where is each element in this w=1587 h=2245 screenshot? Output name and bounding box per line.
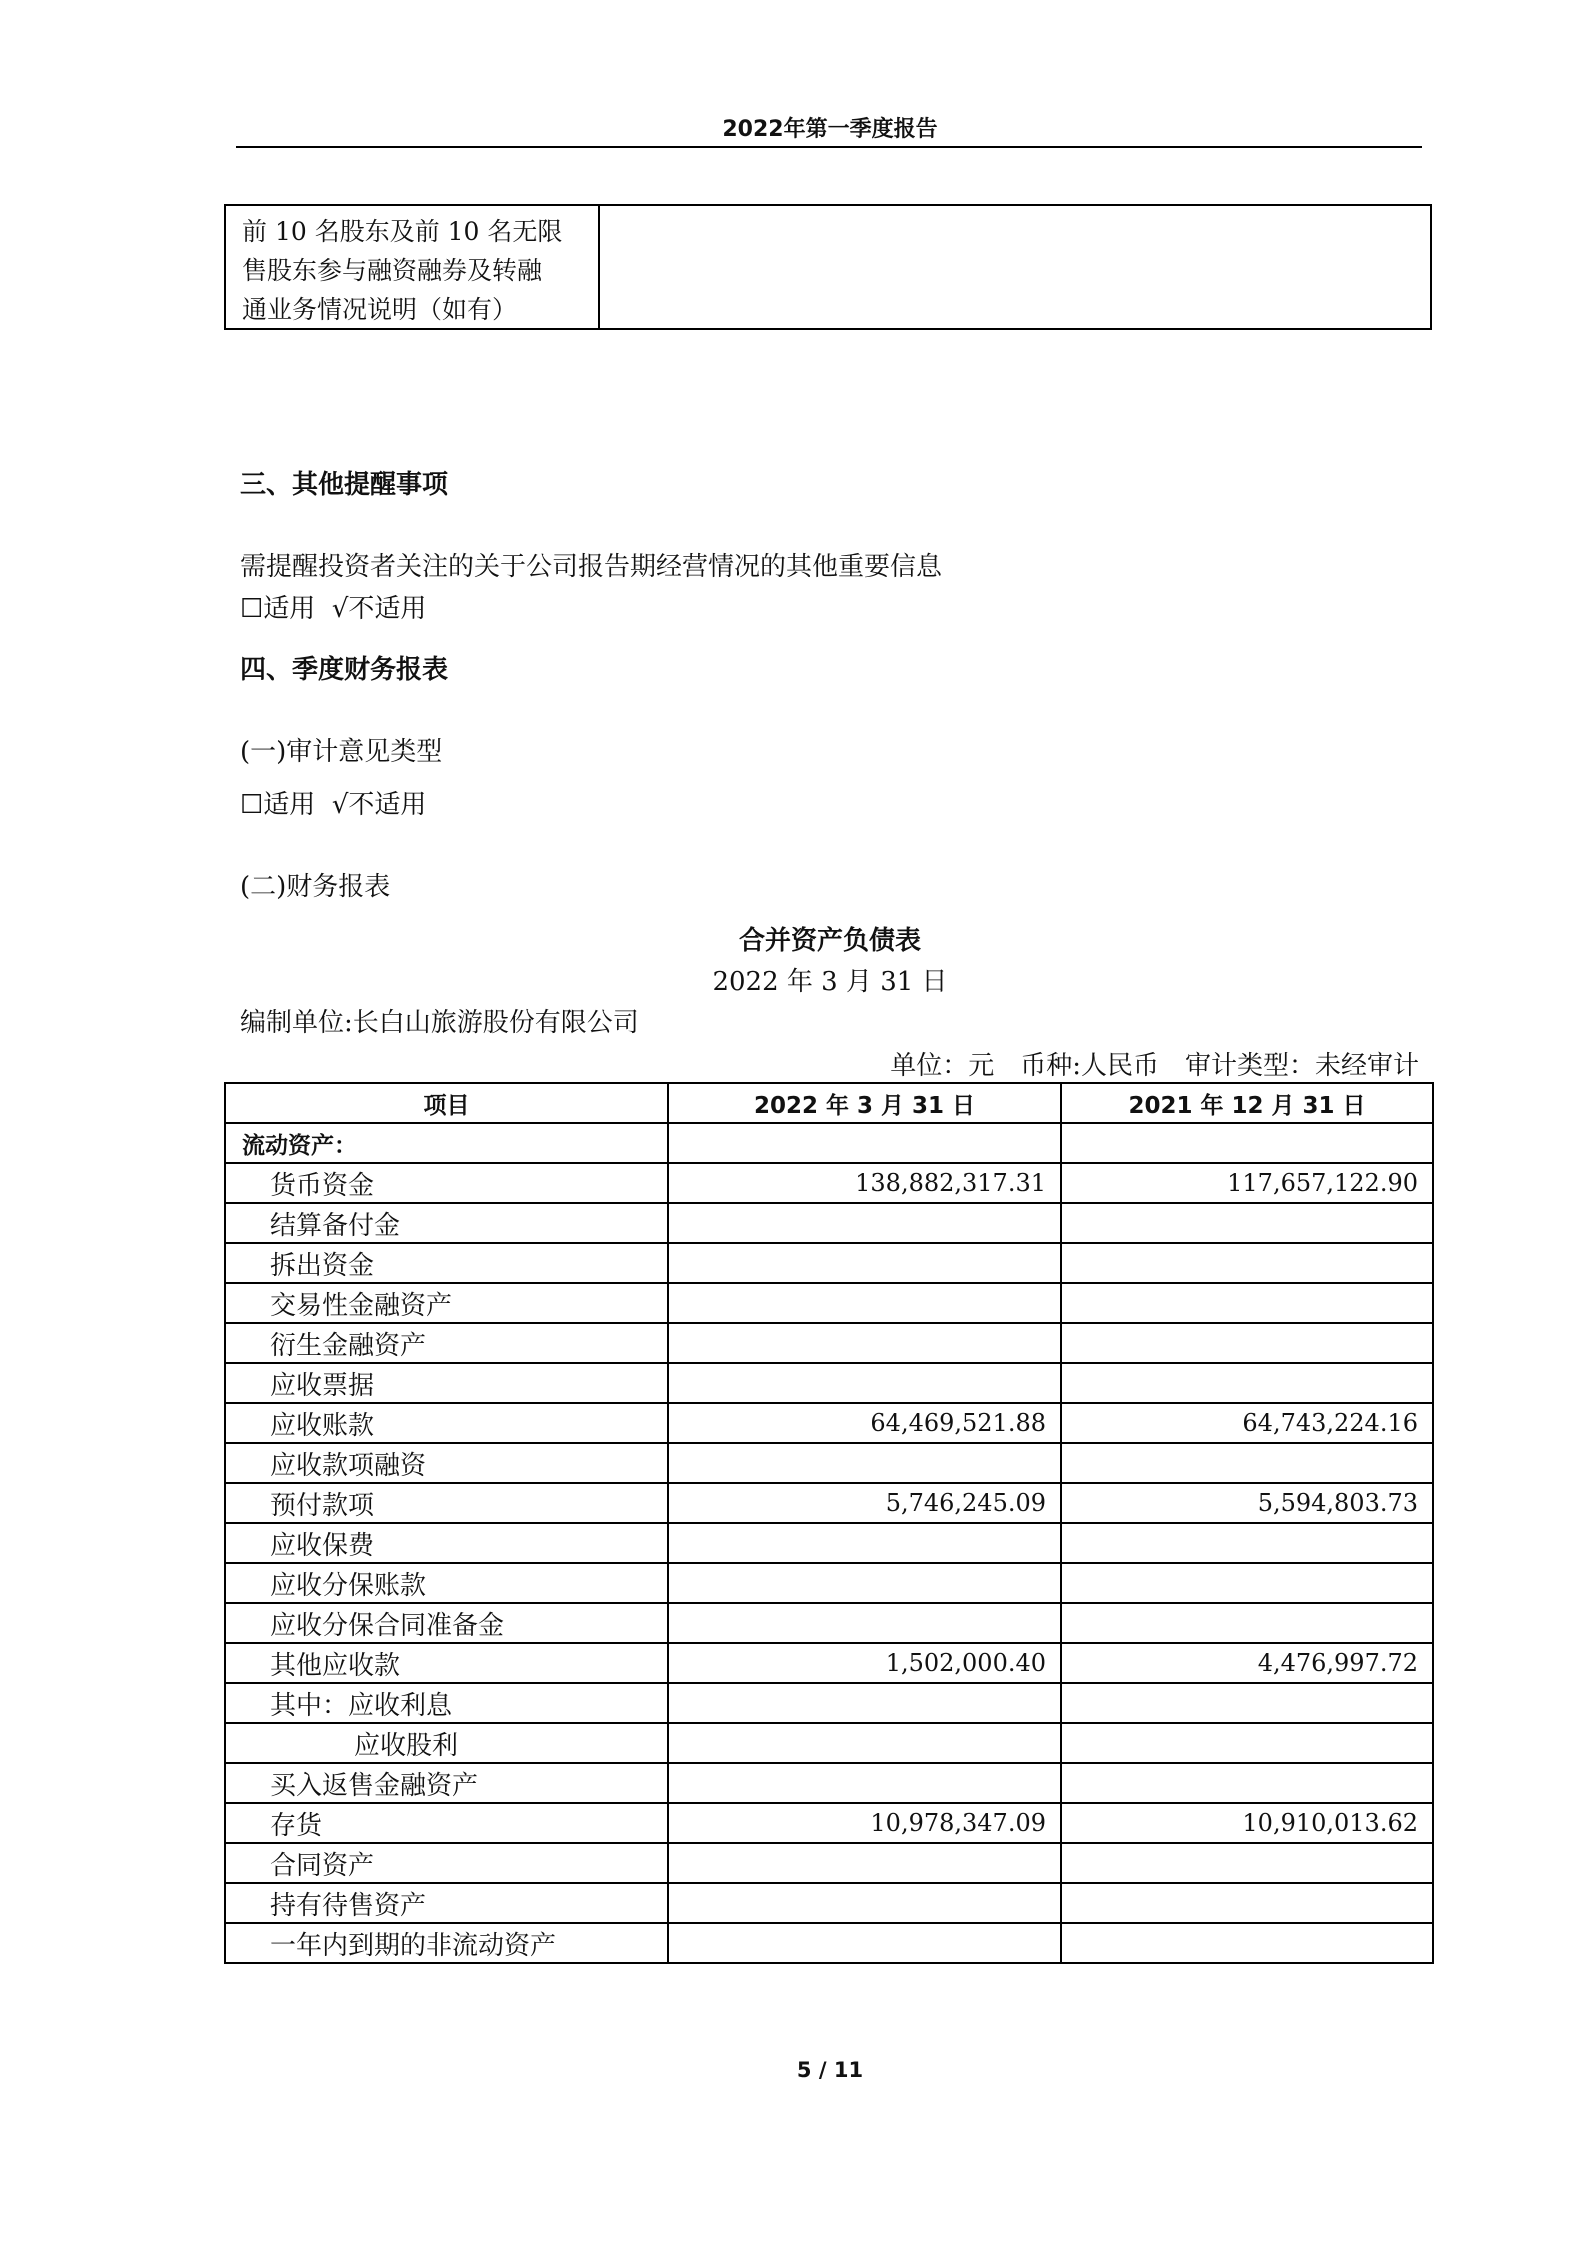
table-row: [225, 1483, 1433, 1523]
row-value-2021-12-31: [1061, 1323, 1433, 1363]
balance-sheet-date: 2022 年 3 月 31 日: [712, 967, 948, 997]
row-value-2022-03-31: [668, 1203, 1061, 1243]
row-value-2021-12-31: [1061, 1683, 1433, 1723]
row-value-2022-03-31: [668, 1723, 1061, 1763]
row-value-2022-03-31: [668, 1603, 1061, 1643]
row-label: 交易性金融资产: [225, 1283, 668, 1323]
row-label: 流动资产：: [225, 1123, 668, 1163]
audit-opinion-subheading: (一)审计意见类型: [240, 737, 443, 767]
row-value-2022-03-31: [668, 1123, 1061, 1163]
row-value-2022-03-31: [668, 1683, 1061, 1723]
audit-type-label: 审计类型：未经审计: [1184, 1051, 1419, 1081]
section-3-text: 需提醒投资者关注的关于公司报告期经营情况的其他重要信息: [240, 552, 943, 582]
balance-sheet-unit-line: [890, 1045, 1419, 1082]
label-line-3: 通业务情况说明（如有）: [242, 295, 518, 324]
row-label: 存货: [225, 1803, 668, 1843]
row-value-2021-12-31: [1061, 1283, 1433, 1323]
table-row: [225, 1683, 1433, 1723]
row-label: 应收股利: [225, 1723, 668, 1763]
audit-opinion-choice: ☐适用 √不适用: [240, 790, 427, 820]
row-value-2022-03-31: 10,978,347.09: [668, 1803, 1061, 1843]
balance-sheet-table: [224, 1082, 1434, 1964]
header-rule: [236, 146, 1422, 148]
row-value-2022-03-31: [668, 1923, 1061, 1963]
row-value-2021-12-31: 64,743,224.16: [1061, 1403, 1433, 1443]
row-value-2022-03-31: [668, 1323, 1061, 1363]
row-label: 应收分保合同准备金: [225, 1603, 668, 1643]
table-row: [225, 1643, 1433, 1683]
row-label: 一年内到期的非流动资产: [225, 1923, 668, 1963]
section-3-heading: 三、其他提醒事项: [240, 470, 449, 500]
row-label: 其中：应收利息: [225, 1683, 668, 1723]
table-header-row: [225, 1083, 1433, 1123]
row-label: 预付款项: [225, 1483, 668, 1523]
row-value-2021-12-31: [1061, 1723, 1433, 1763]
row-value-2022-03-31: 5,746,245.09: [668, 1483, 1061, 1523]
page-number: 5 / 11: [796, 2058, 864, 2082]
table-row: [225, 1363, 1433, 1403]
row-label: 结算备付金: [225, 1203, 668, 1243]
unit-label: 单位：元: [890, 1051, 995, 1081]
row-value-2022-03-31: [668, 1763, 1061, 1803]
table-row: [225, 1763, 1433, 1803]
row-label: 合同资产: [225, 1843, 668, 1883]
table-row: [225, 1723, 1433, 1763]
row-label: 衍生金融资产: [225, 1323, 668, 1363]
row-value-2021-12-31: [1061, 1883, 1433, 1923]
shareholder-margin-table: [224, 204, 1432, 330]
table-row: [225, 1843, 1433, 1883]
label-line-2: 售股东参与融资融券及转融: [242, 256, 543, 285]
row-value-2021-12-31: [1061, 1843, 1433, 1883]
row-value-2021-12-31: [1061, 1443, 1433, 1483]
row-value-2021-12-31: [1061, 1123, 1433, 1163]
column-header-current: 2022 年 3 月 31 日: [668, 1083, 1061, 1123]
table-row: [225, 1603, 1433, 1643]
financial-statements-subheading: (二)财务报表: [240, 872, 391, 902]
row-label: 应收票据: [225, 1363, 668, 1403]
balance-sheet-title: 合并资产负债表: [738, 926, 921, 956]
table-row: [225, 1163, 1433, 1203]
table-row: [225, 1883, 1433, 1923]
table-row: [225, 1203, 1433, 1243]
row-value-2022-03-31: 1,502,000.40: [668, 1643, 1061, 1683]
row-label: 买入返售金融资产: [225, 1763, 668, 1803]
balance-sheet-entity: 编制单位:长白山旅游股份有限公司: [240, 1008, 639, 1038]
row-label: 应收款项融资: [225, 1443, 668, 1483]
table-row: [225, 1243, 1433, 1283]
column-header-item: 项目: [225, 1083, 668, 1123]
row-value-2021-12-31: [1061, 1243, 1433, 1283]
currency-label: 币种:人民币: [1020, 1051, 1159, 1081]
row-value-2022-03-31: [668, 1363, 1061, 1403]
row-label: 应收分保账款: [225, 1563, 668, 1603]
row-value-2021-12-31: [1061, 1563, 1433, 1603]
row-value-2021-12-31: 4,476,997.72: [1061, 1643, 1433, 1683]
row-value-2022-03-31: [668, 1883, 1061, 1923]
table-row: [225, 1563, 1433, 1603]
row-value-2022-03-31: [668, 1243, 1061, 1283]
row-value-2022-03-31: [668, 1283, 1061, 1323]
row-value-2021-12-31: 5,594,803.73: [1061, 1483, 1433, 1523]
row-value-2021-12-31: [1061, 1763, 1433, 1803]
table-row: [225, 1443, 1433, 1483]
row-value-2021-12-31: [1061, 1923, 1433, 1963]
row-value-2022-03-31: 64,469,521.88: [668, 1403, 1061, 1443]
table-row: [225, 1403, 1433, 1443]
table-row: [225, 1523, 1433, 1563]
section-4-heading: 四、季度财务报表: [240, 655, 449, 685]
table-row: [225, 1923, 1433, 1963]
report-header-title: 2022年第一季度报告: [722, 117, 938, 142]
row-label: 拆出资金: [225, 1243, 668, 1283]
row-value-2022-03-31: [668, 1843, 1061, 1883]
row-value-2022-03-31: 138,882,317.31: [668, 1163, 1061, 1203]
row-label: 应收保费: [225, 1523, 668, 1563]
row-value-2021-12-31: 117,657,122.90: [1061, 1163, 1433, 1203]
row-value-2021-12-31: [1061, 1363, 1433, 1403]
row-value-2021-12-31: [1061, 1523, 1433, 1563]
row-value-2022-03-31: [668, 1523, 1061, 1563]
shareholder-margin-label: [226, 206, 600, 328]
row-value-2022-03-31: [668, 1563, 1061, 1603]
row-value-2021-12-31: 10,910,013.62: [1061, 1803, 1433, 1843]
table-row: [225, 1283, 1433, 1323]
table-row: [225, 1803, 1433, 1843]
table-row: [225, 1323, 1433, 1363]
label-line-1: 前 10 名股东及前 10 名无限: [242, 217, 563, 246]
row-value-2021-12-31: [1061, 1603, 1433, 1643]
row-label: 应收账款: [225, 1403, 668, 1443]
row-label: 其他应收款: [225, 1643, 668, 1683]
table-row: [225, 1123, 1433, 1163]
row-label: 货币资金: [225, 1163, 668, 1203]
column-header-prior: 2021 年 12 月 31 日: [1061, 1083, 1433, 1123]
row-label: 持有待售资产: [225, 1883, 668, 1923]
row-value-2022-03-31: [668, 1443, 1061, 1483]
section-3-choice: ☐适用 √不适用: [240, 594, 427, 624]
row-value-2021-12-31: [1061, 1203, 1433, 1243]
